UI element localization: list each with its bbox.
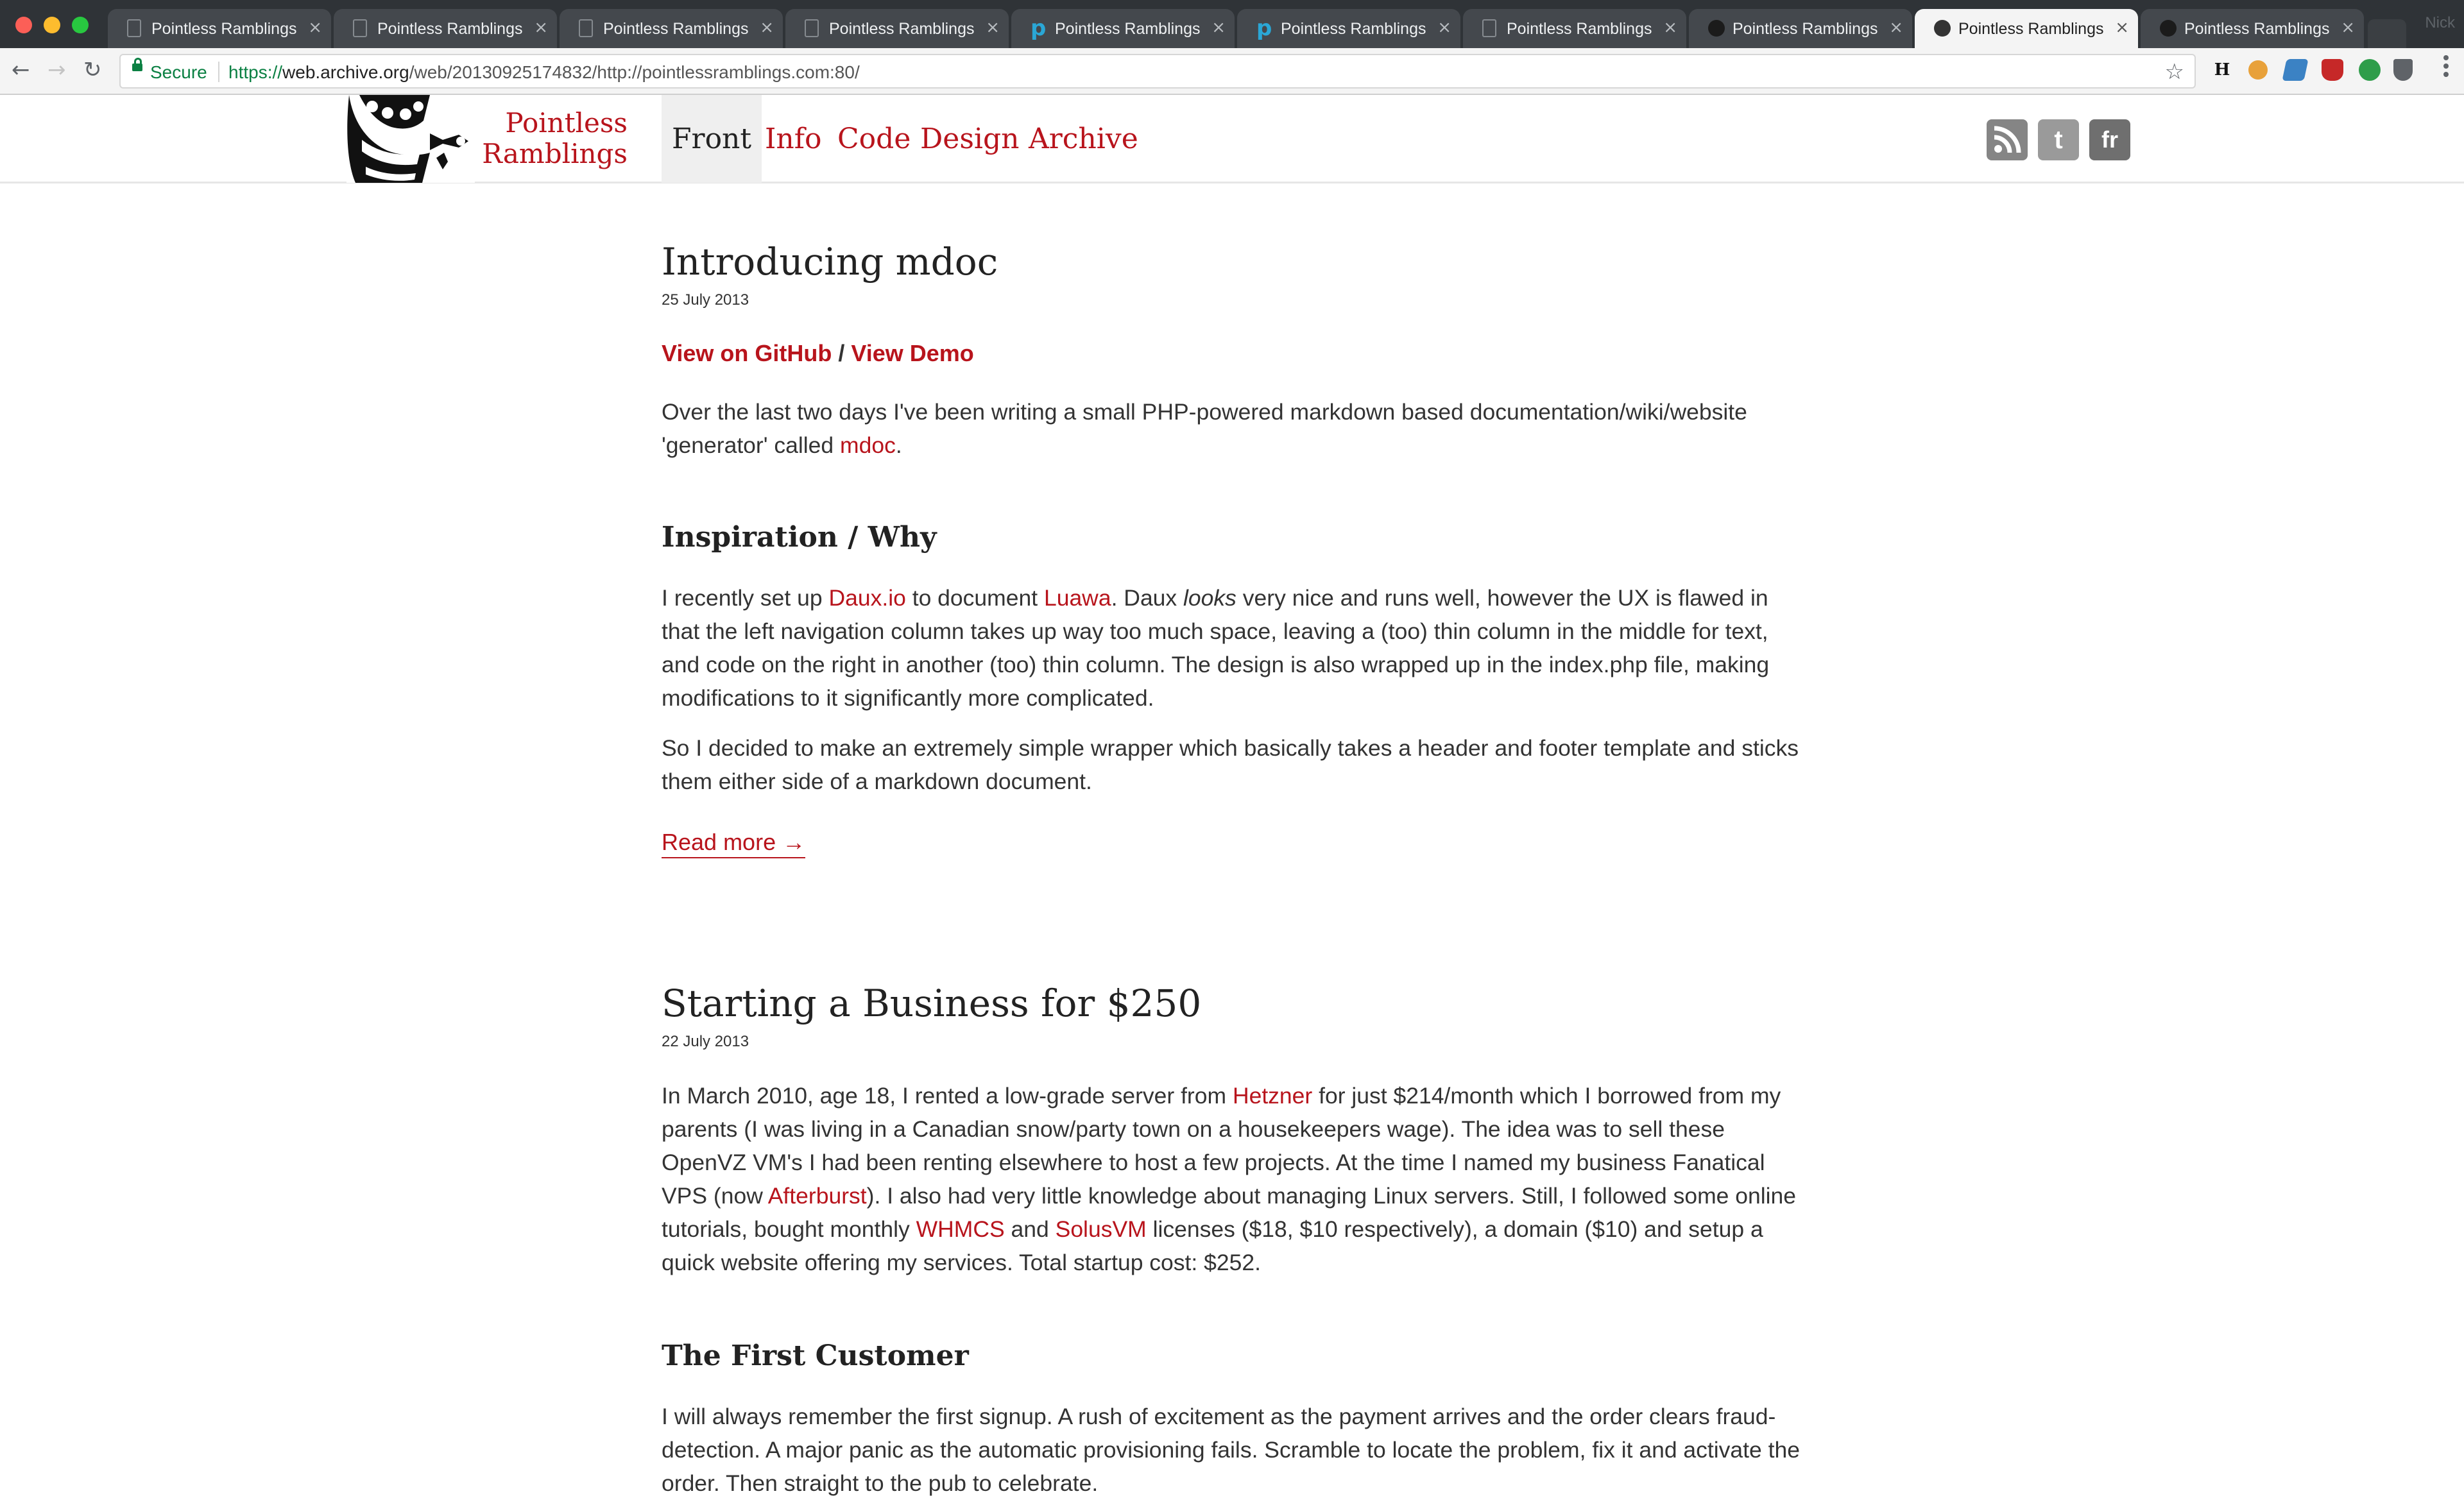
site-header (0, 95, 2464, 183)
browser-toolbar (0, 48, 2464, 95)
text-span: In March 2010, age 18, I rented a low-grade server from (662, 1083, 1233, 1109)
page-icon (579, 19, 593, 37)
nav-code[interactable]: Code (837, 123, 911, 155)
crown-logo-icon[interactable] (346, 95, 475, 183)
url-scheme: https:// (228, 62, 283, 82)
post-date: 22 July 2013 (662, 1033, 749, 1050)
cookie-extension-icon[interactable] (2248, 60, 2268, 80)
close-window-button[interactable] (15, 17, 32, 33)
new-tab-button[interactable] (2368, 19, 2406, 48)
tab-title: Pointless Ramblings (2184, 20, 2330, 38)
section-heading: The First Customer (662, 1339, 969, 1372)
brand-line-1: Pointless (505, 107, 628, 139)
tab-title: Pointless Ramblings (151, 20, 297, 38)
post-title-link[interactable]: Starting a Business for $250 (662, 982, 1202, 1025)
crown-favicon-icon (1708, 20, 1725, 37)
brand-line-2: Ramblings (482, 138, 628, 169)
site-title-link[interactable] (480, 108, 628, 169)
view-on-github-link[interactable]: View on GitHub (662, 340, 832, 366)
tab-strip (0, 0, 2464, 48)
browser-tab[interactable] (108, 9, 331, 48)
browser-tab[interactable] (1237, 9, 1460, 48)
text-span: I recently set up (662, 585, 829, 611)
post-title-link[interactable]: Introducing mdoc (662, 240, 998, 284)
browser-tab[interactable] (334, 9, 557, 48)
link-separator: / (832, 340, 851, 366)
hetzner-link[interactable]: Hetzner (1232, 1083, 1313, 1109)
text-span: very nice and runs well, however the UX is flawed in that the left navigation column takes up way too much space, leaving a (too) thin column in the middle for text, and code on the right in another (too) thin column. The design is also wrapped up in the index.php file, making modifications to it significantly more complicated. (662, 585, 1770, 711)
crown-favicon-icon (1934, 20, 1951, 37)
close-icon[interactable]: × (2341, 18, 2355, 37)
view-demo-link[interactable]: View Demo (851, 340, 974, 366)
close-icon[interactable]: × (1211, 18, 1226, 37)
url-path: /web/20130925174832/http://pointlessramblings.com:80/ (409, 62, 860, 82)
browser-tab[interactable] (785, 9, 1009, 48)
profile-name[interactable]: Nick (2425, 14, 2455, 31)
twitter-icon[interactable]: t (2038, 119, 2079, 160)
text-span: ). I also had very little knowledge about managing Linux servers. Still, I followed some online tutorials, bought monthly (662, 1183, 1797, 1242)
daux-link[interactable]: Daux.io (828, 585, 906, 611)
close-icon[interactable]: × (1663, 18, 1677, 37)
browser-tab[interactable] (1463, 9, 1686, 48)
post-paragraph: I will always remember the first signup. A rush of excitement as the payment arrives and the order clears fraud-detection. A major panic as the automatic provisioning fails. Scramble to locate the problem, fix it and activate the order. Then straight to the pub to celebrate. (662, 1404, 1800, 1496)
text-span: Over the last two days I've been writing a small PHP-powered markdown based documentation/wiki/website 'generator' called (662, 399, 1747, 458)
reload-icon[interactable]: ↻ (83, 57, 102, 83)
emphasis-text: looks (1183, 585, 1236, 611)
close-icon[interactable]: × (534, 18, 548, 37)
pocket-extension-icon[interactable] (2393, 59, 2413, 81)
close-icon[interactable]: × (1437, 18, 1451, 37)
p-favicon-icon: p (1256, 15, 1272, 41)
tab-title: Pointless Ramblings (1055, 20, 1201, 38)
text-span: . (895, 432, 902, 458)
tab-title: Pointless Ramblings (1507, 20, 1652, 38)
green-extension-icon[interactable] (2359, 59, 2381, 81)
rss-icon[interactable] (1987, 119, 2028, 160)
post-paragraph (662, 581, 1804, 715)
solusvm-link[interactable]: SolusVM (1055, 1216, 1147, 1242)
browser-tab[interactable] (560, 9, 783, 48)
tab-title: Pointless Ramblings (377, 20, 523, 38)
browser-tab-active[interactable] (1915, 9, 2138, 48)
browser-menu-icon[interactable] (2443, 55, 2450, 80)
luawa-link[interactable]: Luawa (1043, 585, 1111, 611)
tab-title: Pointless Ramblings (1958, 20, 2104, 38)
shield-extension-icon[interactable] (2322, 59, 2343, 81)
zoom-window-button[interactable] (72, 17, 89, 33)
nav-info[interactable]: Info (765, 123, 822, 155)
afterburst-link[interactable]: Afterburst (767, 1183, 867, 1209)
page-icon (805, 19, 819, 37)
text-span: to document (905, 585, 1044, 611)
post-paragraph (662, 395, 1804, 462)
text-span: . Daux (1111, 585, 1184, 611)
tab-title: Pointless Ramblings (1733, 20, 1878, 38)
rss-glyph (1987, 119, 2028, 160)
post-links (662, 340, 974, 367)
read-more-link[interactable]: Read more → (662, 829, 805, 858)
lock-icon (132, 64, 142, 71)
browser-tab[interactable] (1689, 9, 1912, 48)
section-heading: Inspiration / Why (662, 521, 937, 554)
close-icon[interactable]: × (2115, 18, 2129, 37)
bookmark-star-icon[interactable]: ☆ (2164, 59, 2184, 85)
secure-label: Secure (150, 62, 207, 82)
close-icon[interactable]: × (760, 18, 774, 37)
browser-tab[interactable] (1011, 9, 1235, 48)
text-span: for just $214/month which I borrowed from my parents (I was living in a Canadian snow/party town on a housekeepers wage). The idea was to sell these OpenVZ VM's I had been renting elsewhere to host a few projects. At the time I named my business Fanatical VPS (now (662, 1083, 1781, 1209)
post-paragraph (662, 1079, 1804, 1279)
p-favicon-icon: p (1031, 15, 1047, 41)
text-span: and (1004, 1216, 1056, 1242)
h-extension-icon[interactable]: H (2214, 60, 2230, 80)
close-icon[interactable]: × (986, 18, 1000, 37)
text-span: licenses ($18, $10 respectively), a domain ($10) and setup a quick website offering my services. Total startup cost: $252. (662, 1216, 1763, 1275)
mdoc-link[interactable]: mdoc (840, 432, 896, 458)
nav-design[interactable]: Design (920, 123, 1020, 155)
page-icon (353, 19, 367, 37)
forrst-icon[interactable]: fr (2089, 119, 2130, 160)
post-date: 25 July 2013 (662, 291, 749, 309)
close-icon[interactable]: × (308, 18, 322, 37)
tab-title: Pointless Ramblings (603, 20, 749, 38)
tab-title: Pointless Ramblings (1281, 20, 1426, 38)
tab-title: Pointless Ramblings (829, 20, 975, 38)
forward-arrow-icon[interactable]: → (47, 57, 66, 83)
browser-tab[interactable] (2141, 9, 2364, 48)
url-text[interactable] (228, 62, 860, 83)
crown-favicon-icon (2160, 20, 2177, 37)
page-icon (127, 19, 141, 37)
nav-archive[interactable]: Archive (1029, 123, 1138, 155)
divider (218, 62, 219, 82)
address-bar[interactable] (119, 54, 2196, 89)
minimize-window-button[interactable] (44, 17, 60, 33)
back-arrow-icon[interactable]: ← (12, 57, 30, 83)
post-paragraph: So I decided to make an extremely simple wrapper which basically takes a header and footer template and sticks them either side of a markdown document. (662, 735, 1799, 794)
close-icon[interactable]: × (1889, 18, 1903, 37)
page-icon (1482, 19, 1496, 37)
url-host: web.archive.org (282, 62, 409, 82)
nav-front[interactable]: Front (662, 95, 762, 183)
whmcs-link[interactable]: WHMCS (916, 1216, 1005, 1242)
